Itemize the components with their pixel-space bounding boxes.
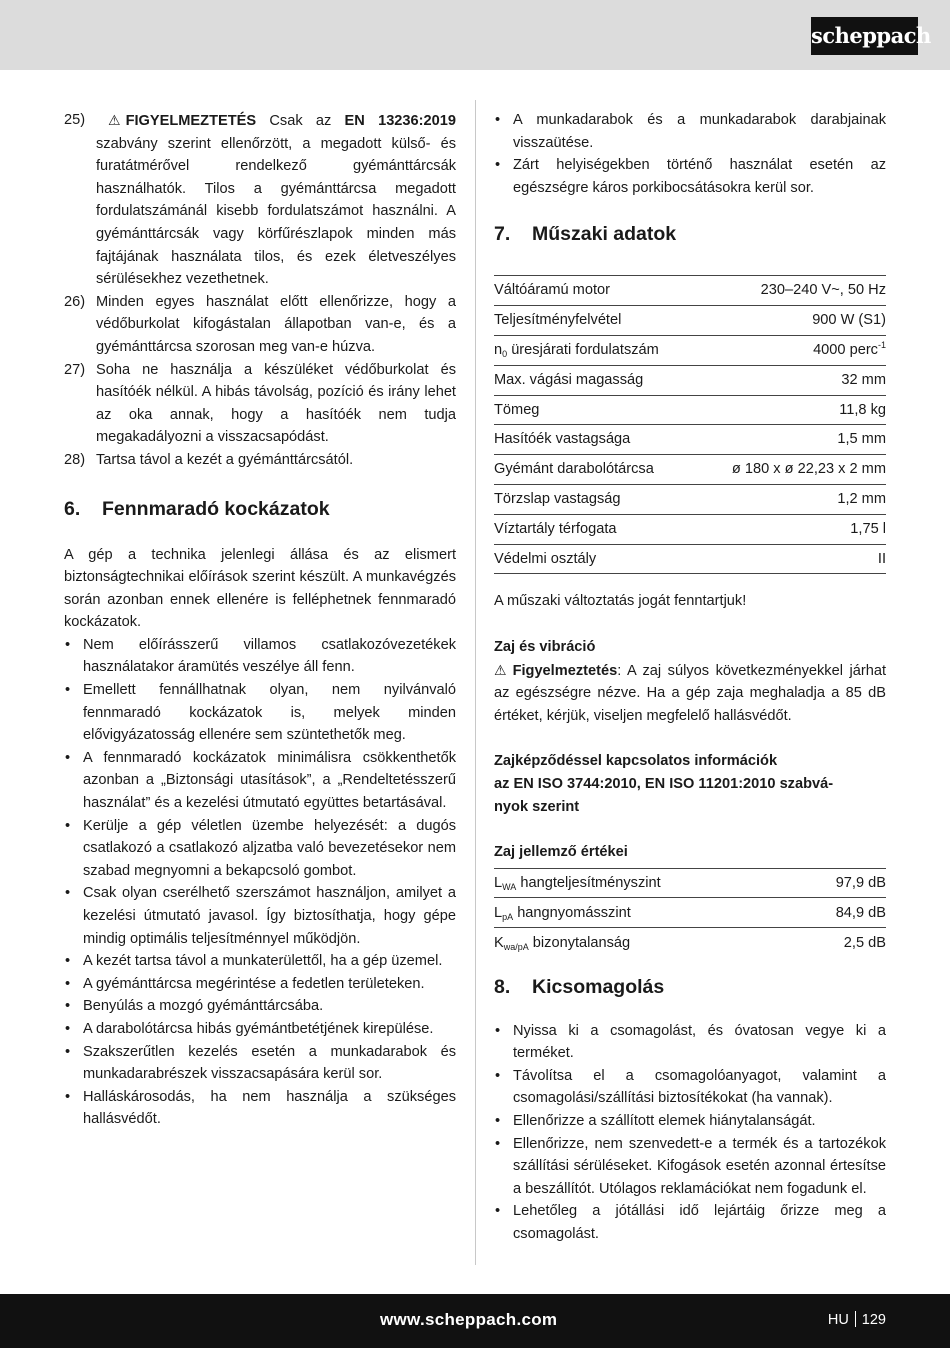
page-number [828, 1309, 886, 1331]
noise-info-heading [494, 750, 886, 818]
table-row [494, 395, 886, 425]
technical-data-table [494, 275, 886, 574]
spec-label: Max. vágási magasság [494, 365, 697, 395]
list-item: • A kezét tartsa távol a munkaterülettől, ha a gép üzemel. [64, 950, 456, 973]
spec-value [697, 335, 886, 365]
column-divider [475, 100, 476, 1265]
spec-value: 900 W (S1) [697, 306, 886, 336]
noise-warning [494, 659, 886, 728]
section-8-heading [494, 974, 886, 1000]
section-7-heading [494, 221, 886, 247]
spec-label: Víztartály térfogata [494, 514, 697, 544]
spec-value: 32 mm [697, 365, 886, 395]
list-item: • Halláskárosodás, ha nem használja a szükséges hallásvédőt. [64, 1086, 456, 1131]
spec-value: 11,8 kg [697, 395, 886, 425]
spec-label: Teljesítményfelvétel [494, 306, 697, 336]
spec-label-text: üresjárati fordulatszám [507, 342, 659, 359]
item-text-part: szabvány szerint ellenőrzött, a megadott külső- és furatátmérővel rendelkező gyémánttárcsák használhatók. Tilos a gyémánttárcsa megadott fordulatszámánál kisebb fordulatszámot használni. A gyémánttárcsák vagy körfűrészlapok minden más fajtájának használata tilos, és ezek életveszélyes sérülésekhez vezethetnek. [96, 135, 456, 288]
unpacking-list [494, 1020, 886, 1246]
spec-symbol: n [494, 342, 503, 359]
standard-ref: EN 13236:2019 [344, 113, 456, 129]
item-number: 26) [64, 293, 86, 310]
spec-value: 230–240 V~, 50 Hz [697, 276, 886, 306]
list-item: • A darabolótárcsa hibás gyémántbetétjének kirepülése. [64, 1018, 456, 1041]
table-row [494, 425, 886, 455]
list-item: • Benyúlás a mozgó gyémánttárcsába. [64, 995, 456, 1018]
noise-values-heading: Zaj jellemző értékei [494, 844, 628, 861]
list-item: • Nem előírásszerű villamos csatlakozóvezetékek használatakor áramütés veszélye áll fenn. [64, 634, 456, 679]
noise-subscript: wa/pA [503, 941, 529, 952]
technical-change-note: A műszaki változtatás jogát fenntartjuk! [494, 593, 747, 610]
noise-subscript: pA [502, 911, 514, 922]
item-text: Soha ne használja a készüléket védőburkolat és hasítóék nélkül. A hibás távolság, pozíció és irány lehet az oka annak, hogy a hasítóék nem tudja megakadályozni a visszacsapódást. [96, 361, 456, 446]
left-column [64, 109, 456, 1131]
spec-label: Váltóáramú motor [494, 276, 697, 306]
spec-value: 1,5 mm [697, 425, 886, 455]
list-item: • Nyissa ki a csomagolást, és óvatosan vegye ki a terméket. [494, 1020, 886, 1065]
noise-value: 84,9 dB [795, 898, 886, 928]
safety-item-28 [64, 449, 456, 472]
heading-line: az EN ISO 3744:2010, EN ISO 11201:2010 szabvá- [494, 775, 834, 792]
table-row [494, 455, 886, 485]
noise-label-text: hangteljesítményszint [516, 874, 661, 891]
kickback-list [494, 109, 886, 199]
noise-label [494, 898, 795, 928]
item-number: 28) [64, 451, 86, 468]
section-number: 7. [494, 223, 511, 246]
safety-item-25 [64, 109, 456, 291]
noise-symbol: K [494, 934, 504, 951]
separator [855, 1311, 856, 1327]
spec-value: 1,75 l [697, 514, 886, 544]
scheppach-logo: scheppach [811, 17, 918, 55]
spec-superscript: -1 [877, 340, 886, 351]
website-link[interactable]: www.scheppach.com [380, 1310, 558, 1329]
noise-symbol: L [494, 904, 503, 921]
spec-value: II [697, 544, 886, 574]
table-row [494, 544, 886, 574]
safety-item-27 [64, 359, 456, 449]
residual-risk-intro: A gép a technika jelenlegi állása és az elismert biztonságtechnikai előírások szerint készült. A munkavégzés során azonban ennek ellenére is felléphetnek fennmaradó kockázatok. [64, 546, 456, 631]
table-row [494, 276, 886, 306]
header-bar [0, 0, 950, 70]
list-item: • Lehetőleg a jótállási idő lejártáig őrizze meg a csomagolást. [494, 1200, 886, 1245]
residual-risk-list [64, 634, 456, 1131]
noise-symbol: L [494, 874, 503, 891]
spec-value-text: 4000 perc [813, 342, 878, 359]
item-number: 25) [64, 112, 86, 128]
warning-label: Figyelmeztetés [512, 662, 618, 679]
list-item: • Kerülje a gép véletlen üzembe helyezését: a dugós csatlakozó a csatlakozó aljzatba való bevezetésekor nem szabad megnyomni a bekapcsoló gombot. [64, 815, 456, 883]
language-code: HU [827, 1312, 849, 1328]
right-column [494, 109, 886, 1246]
item-number: 27) [64, 361, 86, 378]
spec-subscript: 0 [502, 349, 508, 360]
heading-line: nyok szerint [494, 798, 580, 815]
spec-label [494, 335, 697, 365]
page-num: 129 [861, 1312, 886, 1328]
noise-value: 2,5 dB [795, 928, 886, 958]
spec-label: Törzslap vastagság [494, 484, 697, 514]
item-text [96, 109, 456, 291]
section-6-heading [64, 496, 456, 522]
table-row [494, 335, 886, 365]
table-row [494, 365, 886, 395]
warning-text: : A zaj súlyos következményekkel járhat az egészségre nézve. Ha a gép zaja meghaladja a 85 dB értéket, kérjük, viseljen megfelelő hallásvédőt. [494, 662, 886, 724]
item-text: Tartsa távol a kezét a gyémánttárcsától. [96, 451, 354, 468]
noise-label-text: hangnyomásszint [513, 904, 631, 921]
spec-label: Hasítóék vastagsága [494, 425, 697, 455]
table-row [494, 514, 886, 544]
noise-label-text: bizonytalanság [528, 934, 631, 951]
warning-triangle-icon: ⚠ [494, 661, 507, 678]
list-item: • Távolítsa el a csomagolóanyagot, valamint a csomagolási/szállítási biztosítékokat (ha vannak). [494, 1065, 886, 1110]
noise-vibration-heading: Zaj és vibráció [494, 638, 596, 655]
list-item: • Emellett fennállhatnak olyan, nem nyilvánvaló fennmaradó kockázatok is, melyek minden elővigyázatosság ellenére sem szüntethetők meg. [64, 679, 456, 747]
table-row [494, 484, 886, 514]
footer-bar [0, 1294, 950, 1348]
list-item: • A fennmaradó kockázatok minimálisra csökkenthetők azonban a „Biztonsági utasítások”, a „Rendeltetésszerű használat” és a kezelési útmutató együttes betartásával. [64, 747, 456, 815]
noise-subscript: WA [502, 881, 517, 892]
heading-line: Zajképződéssel kapcsolatos információk [494, 753, 778, 770]
section-title: Fennmaradó kockázatok [102, 497, 330, 520]
section-number: 8. [494, 975, 511, 998]
spec-label: Tömeg [494, 395, 697, 425]
spec-label: Védelmi osztály [494, 544, 697, 574]
spec-value: 1,2 mm [697, 484, 886, 514]
item-text-part: Csak az [256, 113, 345, 129]
section-title: Műszaki adatok [532, 223, 677, 246]
warning-triangle-icon: ⚠ [108, 112, 121, 128]
list-item: • A gyémánttárcsa megérintése a fedetlen területeken. [64, 973, 456, 996]
list-item: • Ellenőrizze, nem szenvedett-e a termék és a tartozékok szállítási sérüléseket. Kifogások esetén azonnal értesítse a beszállítót. Utólagos reklamációkat nem fogadunk el. [494, 1133, 886, 1201]
noise-values-table [494, 868, 886, 958]
list-item: • Ellenőrizze a szállított elemek hiánytalanságát. [494, 1110, 886, 1133]
noise-value: 97,9 dB [795, 868, 886, 898]
list-item: • Csak olyan cserélhető szerszámot használjon, amilyet a kezelési útmutató javasol. Így biztosíthatja, hogy gépe mindig optimális teljesítménnyel működjön. [64, 882, 456, 950]
section-title: Kicsomagolás [532, 975, 665, 998]
spec-label: Gyémánt darabolótárcsa [494, 455, 697, 485]
warning-label: FIGYELMEZTETÉS [125, 113, 257, 129]
table-row [494, 898, 886, 928]
list-item: • Zárt helyiségekben történő használat esetén az egészségre káros porkibocsátásokra kerül sor. [494, 154, 886, 199]
table-row [494, 868, 886, 898]
table-row [494, 306, 886, 336]
list-item: • Szakszerűtlen kezelés esetén a munkadarabok és munkadarabrészek visszacsapására kerül sor. [64, 1041, 456, 1086]
section-number: 6. [64, 497, 81, 520]
noise-label [494, 868, 795, 898]
table-row [494, 928, 886, 958]
item-text: Minden egyes használat előtt ellenőrizze, hogy a védőburkolat kifogástalan állapotban van-e, és a gyémánttárcsa szorosan meg van-e húzva. [96, 293, 456, 355]
list-item: • A munkadarabok és a munkadarabok darabjainak visszaütése. [494, 109, 886, 154]
safety-item-26 [64, 291, 456, 359]
noise-label [494, 928, 795, 958]
spec-value: ø 180 x ø 22,23 x 2 mm [697, 455, 886, 485]
